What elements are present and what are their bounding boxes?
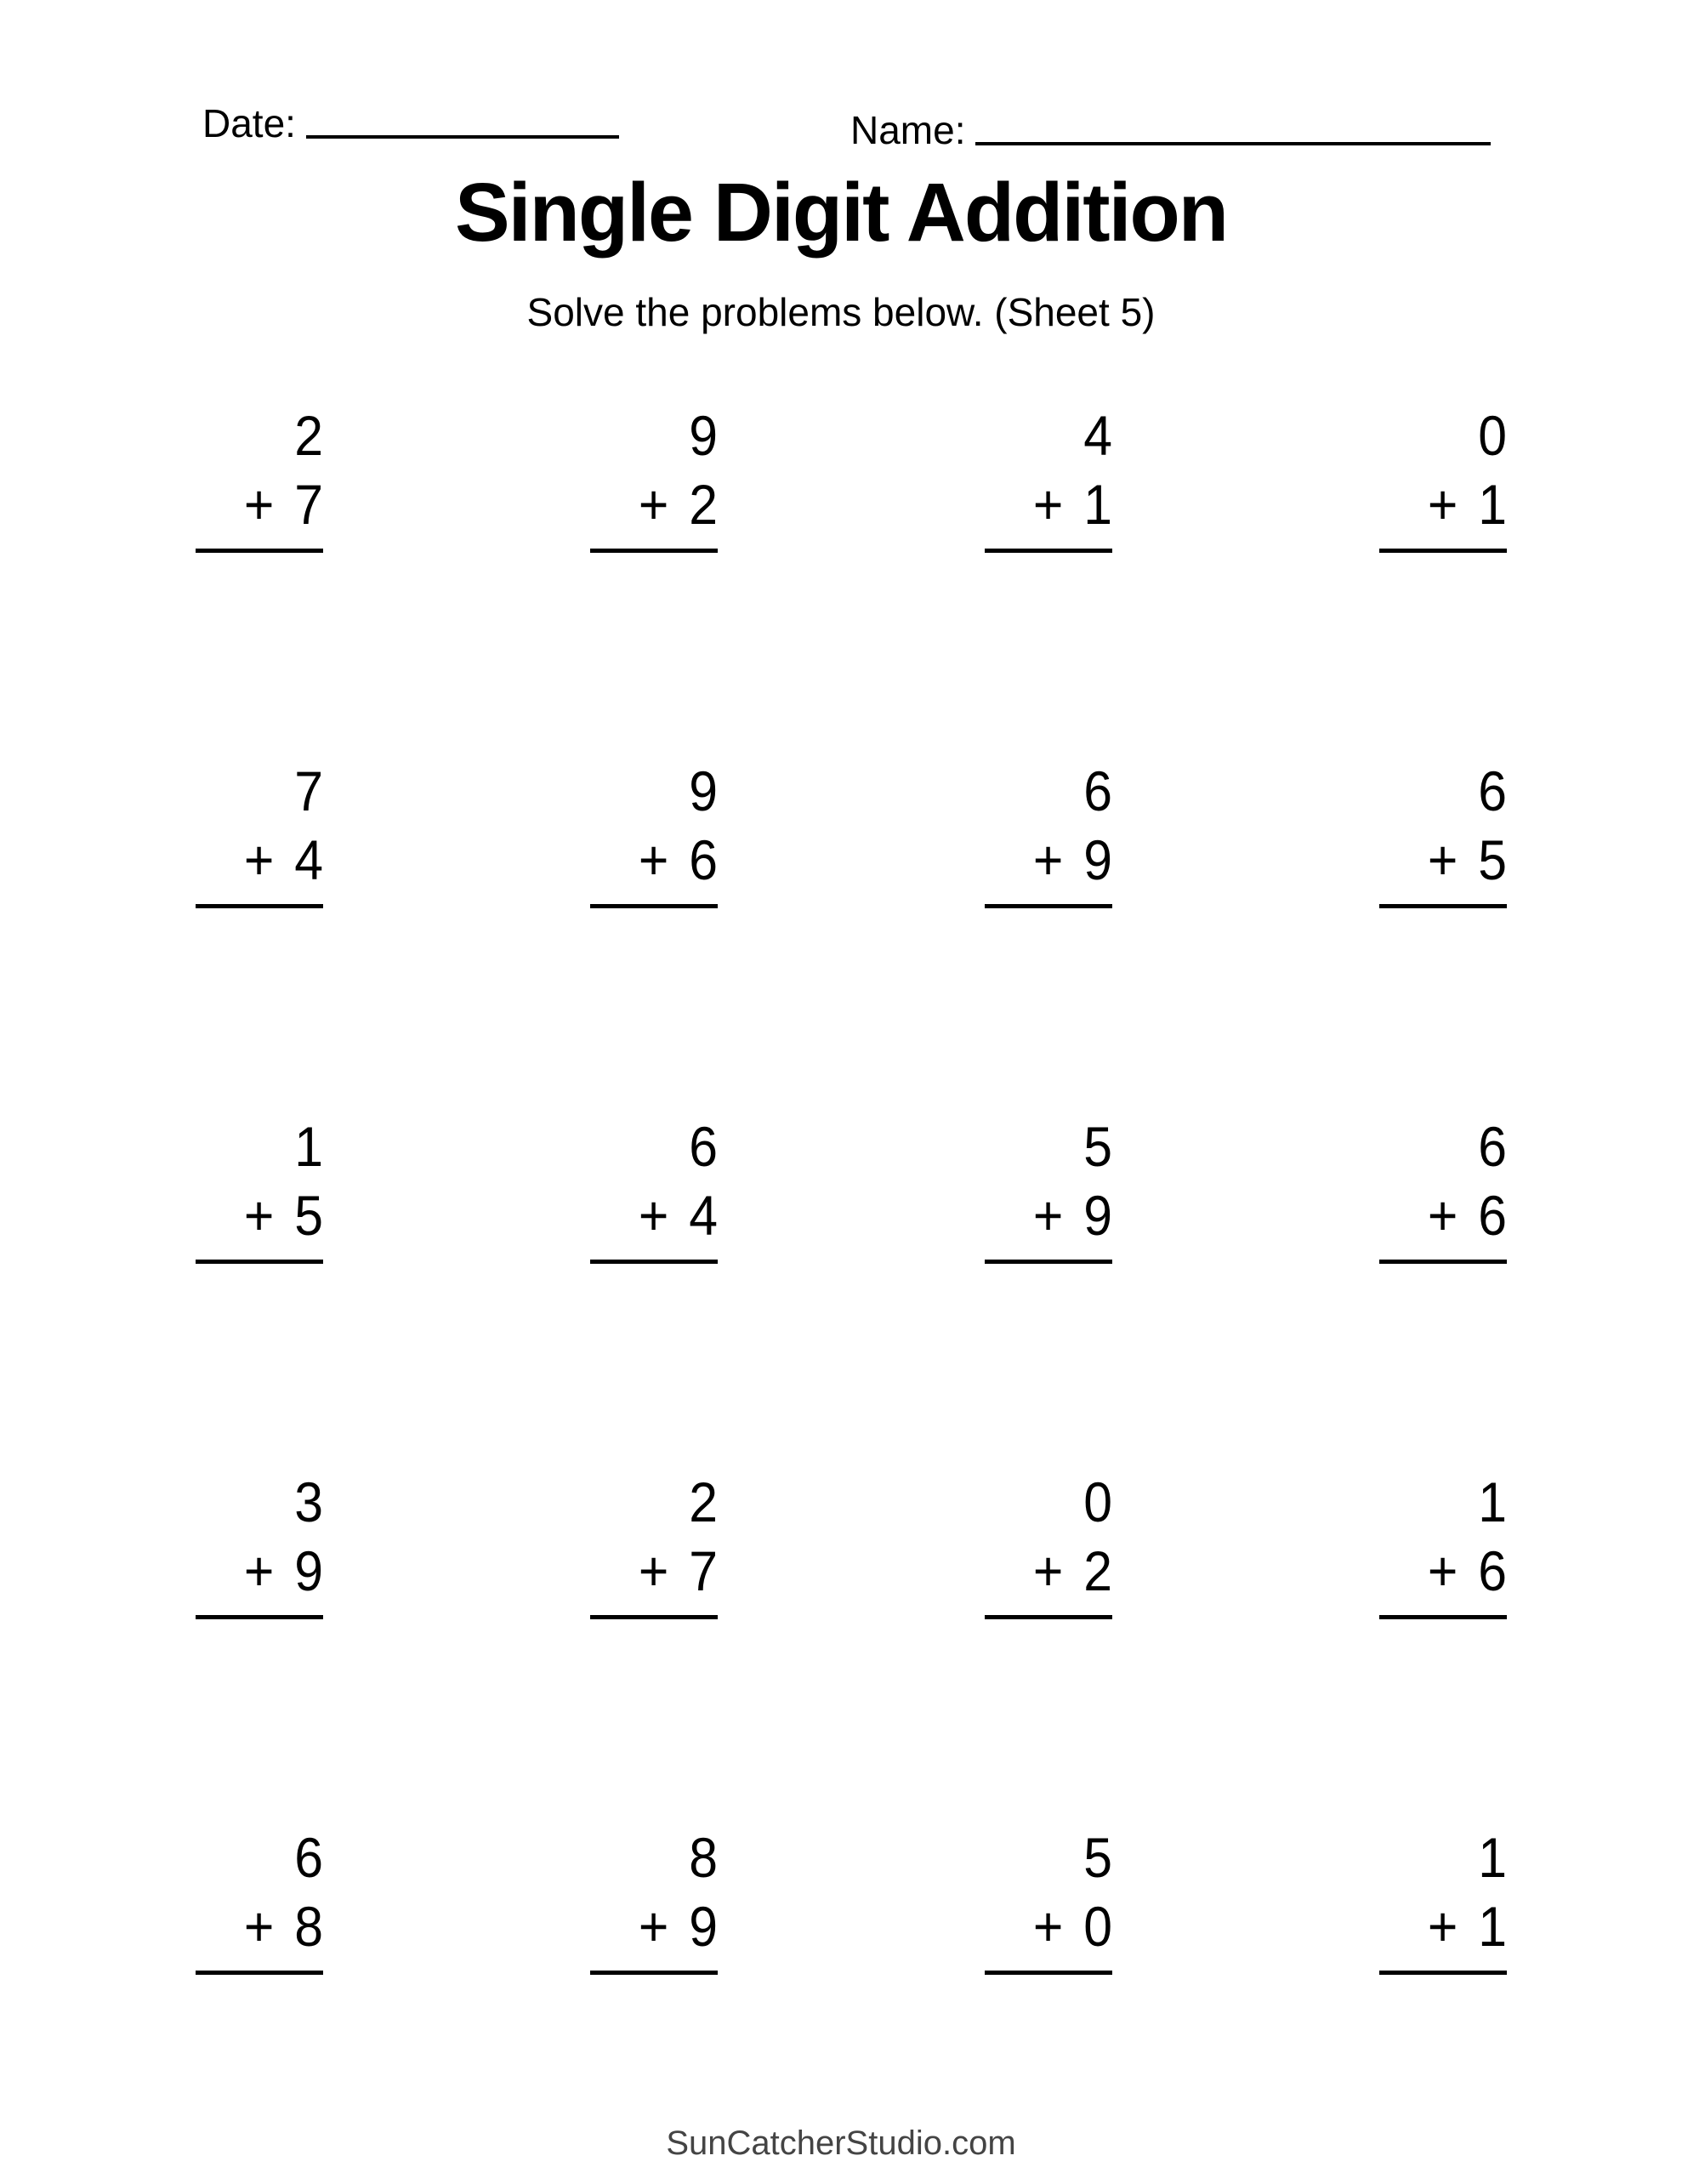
top-addend: 9 <box>689 759 718 822</box>
answer-line <box>196 1615 323 1619</box>
top-addend: 6 <box>1083 759 1112 822</box>
answer-line <box>196 1260 323 1264</box>
top-addend: 7 <box>294 759 323 822</box>
top-addend: 0 <box>1083 1470 1112 1533</box>
bottom-addend: 8 <box>294 1895 323 1959</box>
plus-operator: + <box>638 1895 669 1959</box>
bottom-addend-row <box>995 473 1112 537</box>
bottom-addend: 9 <box>1083 828 1112 892</box>
bottom-addend-row <box>1389 1539 1507 1603</box>
bottom-addend-row <box>995 1539 1112 1603</box>
bottom-addend-row <box>1389 1895 1507 1959</box>
answer-line <box>1379 1260 1507 1264</box>
answer-line <box>985 1971 1112 1975</box>
top-addend: 5 <box>1083 1115 1112 1178</box>
answer-line <box>1379 1615 1507 1619</box>
bottom-addend: 1 <box>1478 1895 1507 1959</box>
plus-operator: + <box>243 1184 275 1248</box>
bottom-addend: 9 <box>689 1895 718 1959</box>
bottom-addend: 5 <box>1478 828 1507 892</box>
plus-operator: + <box>638 1184 669 1248</box>
problems-grid <box>196 404 1507 2184</box>
addition-problem-4 <box>1379 404 1507 762</box>
top-addend: 3 <box>294 1470 323 1533</box>
addition-problem-14 <box>590 1470 718 1829</box>
bottom-addend-row <box>600 1184 718 1248</box>
answer-line <box>1379 904 1507 908</box>
name-blank-line <box>975 142 1491 145</box>
answer-line <box>985 1615 1112 1619</box>
bottom-addend-row <box>206 1184 323 1248</box>
top-addend: 2 <box>294 404 323 467</box>
answer-line <box>590 904 718 908</box>
addition-problem-7 <box>985 759 1112 1118</box>
bottom-addend-row <box>1389 828 1507 892</box>
top-addend: 0 <box>1478 404 1507 467</box>
plus-operator: + <box>638 828 669 892</box>
plus-operator: + <box>1032 1895 1064 1959</box>
bottom-addend: 6 <box>1478 1539 1507 1603</box>
plus-operator: + <box>243 1895 275 1959</box>
top-addend: 6 <box>1478 759 1507 822</box>
addition-problem-3 <box>985 404 1112 762</box>
bottom-addend-row <box>995 1895 1112 1959</box>
top-addend: 6 <box>1478 1115 1507 1178</box>
bottom-addend: 0 <box>1083 1895 1112 1959</box>
bottom-addend-row <box>206 1539 323 1603</box>
date-blank-line <box>306 135 619 139</box>
top-addend: 4 <box>1083 404 1112 467</box>
bottom-addend: 1 <box>1478 473 1507 537</box>
top-addend: 5 <box>1083 1826 1112 1889</box>
bottom-addend-row <box>1389 473 1507 537</box>
plus-operator: + <box>638 473 669 537</box>
bottom-addend-row <box>600 828 718 892</box>
bottom-addend: 7 <box>294 473 323 537</box>
top-addend: 8 <box>689 1826 718 1889</box>
bottom-addend: 2 <box>689 473 718 537</box>
addition-problem-12 <box>1379 1115 1507 1473</box>
answer-line <box>985 1260 1112 1264</box>
answer-line <box>985 549 1112 553</box>
bottom-addend-row <box>206 473 323 537</box>
addition-problem-13 <box>196 1470 323 1829</box>
name-field <box>850 108 1491 152</box>
top-addend: 9 <box>689 404 718 467</box>
answer-line <box>196 1971 323 1975</box>
bottom-addend: 2 <box>1083 1539 1112 1603</box>
bottom-addend: 4 <box>294 828 323 892</box>
addition-problem-9 <box>196 1115 323 1473</box>
answer-line <box>1379 1971 1507 1975</box>
addition-problem-1 <box>196 404 323 762</box>
plus-operator: + <box>243 1539 275 1603</box>
top-addend: 6 <box>689 1115 718 1178</box>
plus-operator: + <box>1427 828 1458 892</box>
answer-line <box>590 1615 718 1619</box>
bottom-addend-row <box>1389 1184 1507 1248</box>
bottom-addend: 6 <box>689 828 718 892</box>
plus-operator: + <box>1427 473 1458 537</box>
answer-line <box>985 904 1112 908</box>
name-label: Name: <box>850 108 966 152</box>
plus-operator: + <box>1032 828 1064 892</box>
bottom-addend-row <box>600 1539 718 1603</box>
addition-problem-8 <box>1379 759 1507 1118</box>
plus-operator: + <box>1427 1184 1458 1248</box>
bottom-addend: 7 <box>689 1539 718 1603</box>
answer-line <box>590 1260 718 1264</box>
top-addend: 1 <box>294 1115 323 1178</box>
plus-operator: + <box>243 473 275 537</box>
plus-operator: + <box>243 828 275 892</box>
answer-line <box>590 1971 718 1975</box>
bottom-addend-row <box>206 828 323 892</box>
addition-problem-15 <box>985 1470 1112 1829</box>
bottom-addend: 9 <box>294 1539 323 1603</box>
plus-operator: + <box>638 1539 669 1603</box>
plus-operator: + <box>1427 1895 1458 1959</box>
top-addend: 6 <box>294 1826 323 1889</box>
bottom-addend-row <box>995 1184 1112 1248</box>
answer-line <box>1379 549 1507 553</box>
bottom-addend-row <box>206 1895 323 1959</box>
page-subtitle: Solve the problems below. (Sheet 5) <box>526 290 1156 334</box>
bottom-addend-row <box>600 1895 718 1959</box>
bottom-addend: 4 <box>689 1184 718 1248</box>
bottom-addend: 6 <box>1478 1184 1507 1248</box>
addition-problem-10 <box>590 1115 718 1473</box>
answer-line <box>196 904 323 908</box>
answer-line <box>196 549 323 553</box>
date-field <box>202 101 619 145</box>
date-label: Date: <box>202 101 296 145</box>
footer-credit: SunCatcherStudio.com <box>666 2124 1016 2162</box>
top-addend: 1 <box>1478 1470 1507 1533</box>
bottom-addend-row <box>600 473 718 537</box>
bottom-addend: 1 <box>1083 473 1112 537</box>
plus-operator: + <box>1032 1184 1064 1248</box>
top-addend: 1 <box>1478 1826 1507 1889</box>
answer-line <box>590 549 718 553</box>
addition-problem-11 <box>985 1115 1112 1473</box>
addition-problem-5 <box>196 759 323 1118</box>
bottom-addend: 5 <box>294 1184 323 1248</box>
bottom-addend-row <box>995 828 1112 892</box>
addition-problem-16 <box>1379 1470 1507 1829</box>
page-title: Single Digit Addition <box>454 166 1228 259</box>
addition-problem-2 <box>590 404 718 762</box>
plus-operator: + <box>1427 1539 1458 1603</box>
top-addend: 2 <box>689 1470 718 1533</box>
plus-operator: + <box>1032 473 1064 537</box>
addition-problem-6 <box>590 759 718 1118</box>
bottom-addend: 9 <box>1083 1184 1112 1248</box>
plus-operator: + <box>1032 1539 1064 1603</box>
